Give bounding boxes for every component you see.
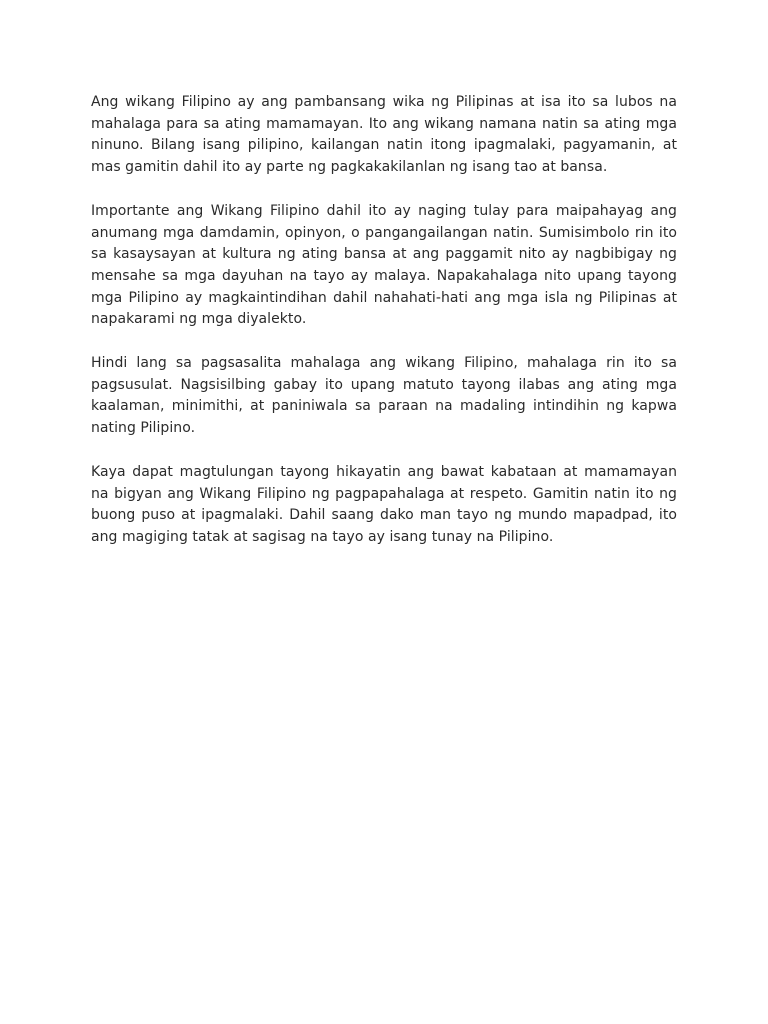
document-body	[91, 92, 677, 549]
paragraph-1: Ang wikang Filipino ay ang pambansang wika ng Pilipinas at isa ito sa lubos na mahalaga para sa ating mamamayan. Ito ang wikang namana natin sa ating mga ninuno. Bilang isang pilipino, kailangan natin itong ipagmalaki, pagyamanin, at mas gamitin dahil ito ay parte ng pagkakakilanlan ng isang tao at bansa.	[91, 94, 677, 176]
paragraph-3: Hindi lang sa pagsasalita mahalaga ang wikang Filipino, mahalaga rin ito sa pagsusulat. Nagsisilbing gabay ito upang matuto tayong ilabas ang ating mga kaalaman, minimithi, at paniniwala sa paraan na madaling intindihin ng kapwa nating Pilipino.	[91, 355, 677, 437]
paragraph-4: Kaya dapat magtulungan tayong hikayatin ang bawat kabataan at mamamayan na bigyan ang Wikang Filipino ng pagpapahalaga at respeto. Gamitin natin ito ng buong puso at ipagmalaki. Dahil saang dako man tayo ng mundo mapadpad, ito ang magiging tatak at sagisag na tayo ay isang tunay na Pilipino.	[91, 463, 677, 545]
paragraph-2: Importante ang Wikang Filipino dahil ito ay naging tulay para maipahayag ang anumang mga damdamin, opinyon, o pangangailangan natin. Sumisimbolo rin ito sa kasaysayan at kultura ng ating bansa at ang paggamit nito ay nagbibigay ng mensahe sa mga dayuhan na tayo ay malaya. Napakahalaga nito upang tayong mga Pilipino ay magkaintindihan dahil nahahati-hati ang mga isla ng Pilipinas at napakarami ng mga diyalekto.	[91, 202, 677, 328]
